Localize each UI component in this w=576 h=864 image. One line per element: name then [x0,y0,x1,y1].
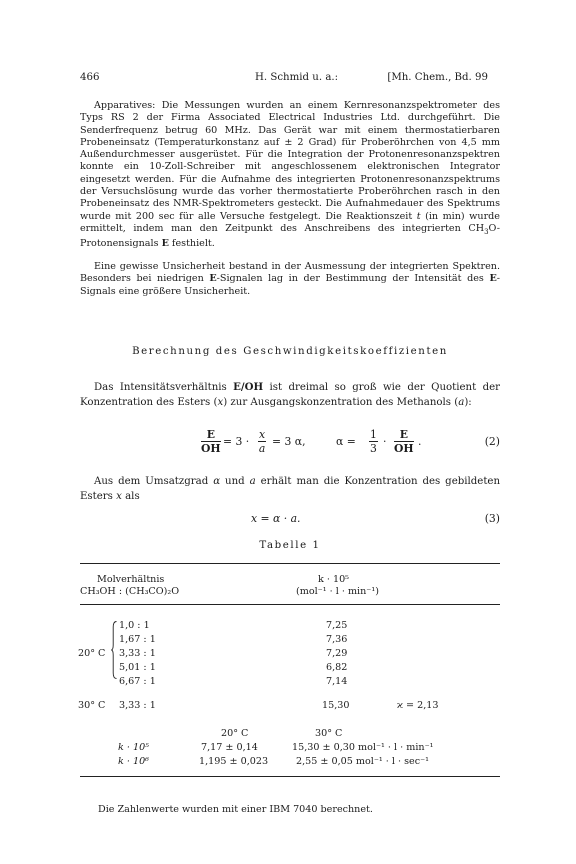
fraction-e-over-oh: $\frac{E}{OH}$ [201,428,221,455]
equation-3: x = α · a. (3) [251,512,500,525]
equation-2: $\frac{E}{OH}$ = 3 · $\frac{x}{a}$ = 3 α, α = $\frac{1}{3}$ · $\frac{E}{OH}$ . (2) [201,428,500,455]
k-cell: 15,30 [322,700,350,711]
fraction-one-third: $\frac{1}{3}$ [370,428,377,455]
summary-value-30: 15,30 ± 0,30 mol⁻¹ · l · min⁻¹ [292,742,434,753]
running-header [80,72,488,86]
summary-value-20: 1,195 ± 0,023 [199,756,269,767]
column-header-ratio-formula: CH₃OH : (CH₃CO)₂O [80,586,180,597]
fraction-e-over-oh-2: $\frac{E}{OH}$ [394,428,414,455]
equation-number: (2) [484,435,500,448]
ratio-cell: 3,33 : 1 [119,700,156,711]
k-cell: 7,36 [326,634,348,645]
k-cell: 6,82 [326,662,348,673]
header-journal: [Mh. Chem., Bd. 99 [387,72,488,83]
section-heading: Berechnung des Geschwindigkeitskoeffizienten [132,346,448,357]
paragraph-conversion: Aus dem Umsatzgrad α und a erhält man die Konzentration des gebildeten Esters x als [80,476,500,503]
temperature-label: 20° C [78,648,106,659]
header-authors: H. Schmid u. a.: [255,72,339,83]
ratio-cell: 5,01 : 1 [119,662,156,673]
temperature-label: 30° C [78,700,106,711]
paragraph-apparatus: Apparatives: Die Messungen wurden an einem Kernresonanzspektrometer des Typs RS 2 der Firma Associated Electrical Industries Ltd. durchgeführt. Die Senderfrequenz betrug 60 MHz. Das Gerät war mit einem thermostatierbaren Probeneinsatz (Temperaturkonstanz auf ± 2 Grad) für Proberöhrchen von 4,5 mm Außendurchmesser ausgerüstet. Für die Integration der Protonenresonanzspektren konnte ein 10-Zoll-Schreiber mit angeschlossenem elektronischen Integrator eingesetzt werden. Für die Aufnahme des integrierten Protonenresonanzspektrums der Versuchslösung wurde das vorher thermostatierte Proberöhrchen rasch in den Probeneinsatz des NMR-Spektrometers gesteckt. Die Aufnahmedauer des Spektrums wurde mit 200 sec für alle Versuche festgelegt. Die Reaktionszeit t (in min) wurde ermittelt, indem man den Zeitpunkt des Anschreibens des integrierten $CH_3O$-Protonensignals E festhielt. [80,100,500,250]
table-bottom-rule [80,776,500,777]
summary-header-30: 30° C [315,728,343,739]
summary-label: k · 10⁵ [118,742,150,753]
equation-number: (3) [484,512,500,525]
summary-value-30: 2,55 ± 0,05 mol⁻¹ · l · sec⁻¹ [296,756,430,767]
column-header-k-unit: (mol⁻¹ · l · min⁻¹) [296,586,379,597]
k-cell: 7,25 [326,620,348,631]
summary-header-20: 20° C [221,728,249,739]
ratio-cell: 1,0 : 1 [119,620,150,631]
page-number: 466 [80,72,100,83]
ratio-cell: 3,33 : 1 [119,648,156,659]
table-footnote: Die Zahlenwerte wurden mit einer IBM 7040 berechnet. [98,804,373,815]
summary-label: k · 10⁶ [118,756,150,767]
table-caption: Tabelle 1 [259,540,321,551]
paragraph-intensity-ratio: Das Intensitätsverhältnis E/OH ist dreimal so groß wie der Quotient der Konzentration des Esters (x) zur Ausgangskonzentration des Methanols (a): [80,381,500,409]
ratio-cell: 6,67 : 1 [119,676,156,687]
brace-symbol [111,621,117,679]
table-top-rule [80,563,500,564]
ratio-cell: 1,67 : 1 [119,634,156,645]
k-cell: 7,29 [326,648,348,659]
kappa-value: ϰ = 2,13 [397,700,439,711]
column-header-k: k · 10⁵ [318,574,350,585]
paragraph-label: Apparatives: [94,100,156,111]
table-header-rule [80,604,500,605]
column-header-ratio: Molverhältnis [97,574,165,585]
paragraph-uncertainty: Eine gewisse Unsicherheit bestand in der Ausmessung der integrierten Spektren. Besonders bei niedrigen E-Signalen lag in der Bestimmung der Intensität des E-Signals eine größere Unsicherheit. [80,261,500,297]
fraction-x-over-a: $\frac{x}{a}$ [258,428,266,455]
summary-value-20: 7,17 ± 0,14 [201,742,258,753]
k-cell: 7,14 [326,676,348,687]
